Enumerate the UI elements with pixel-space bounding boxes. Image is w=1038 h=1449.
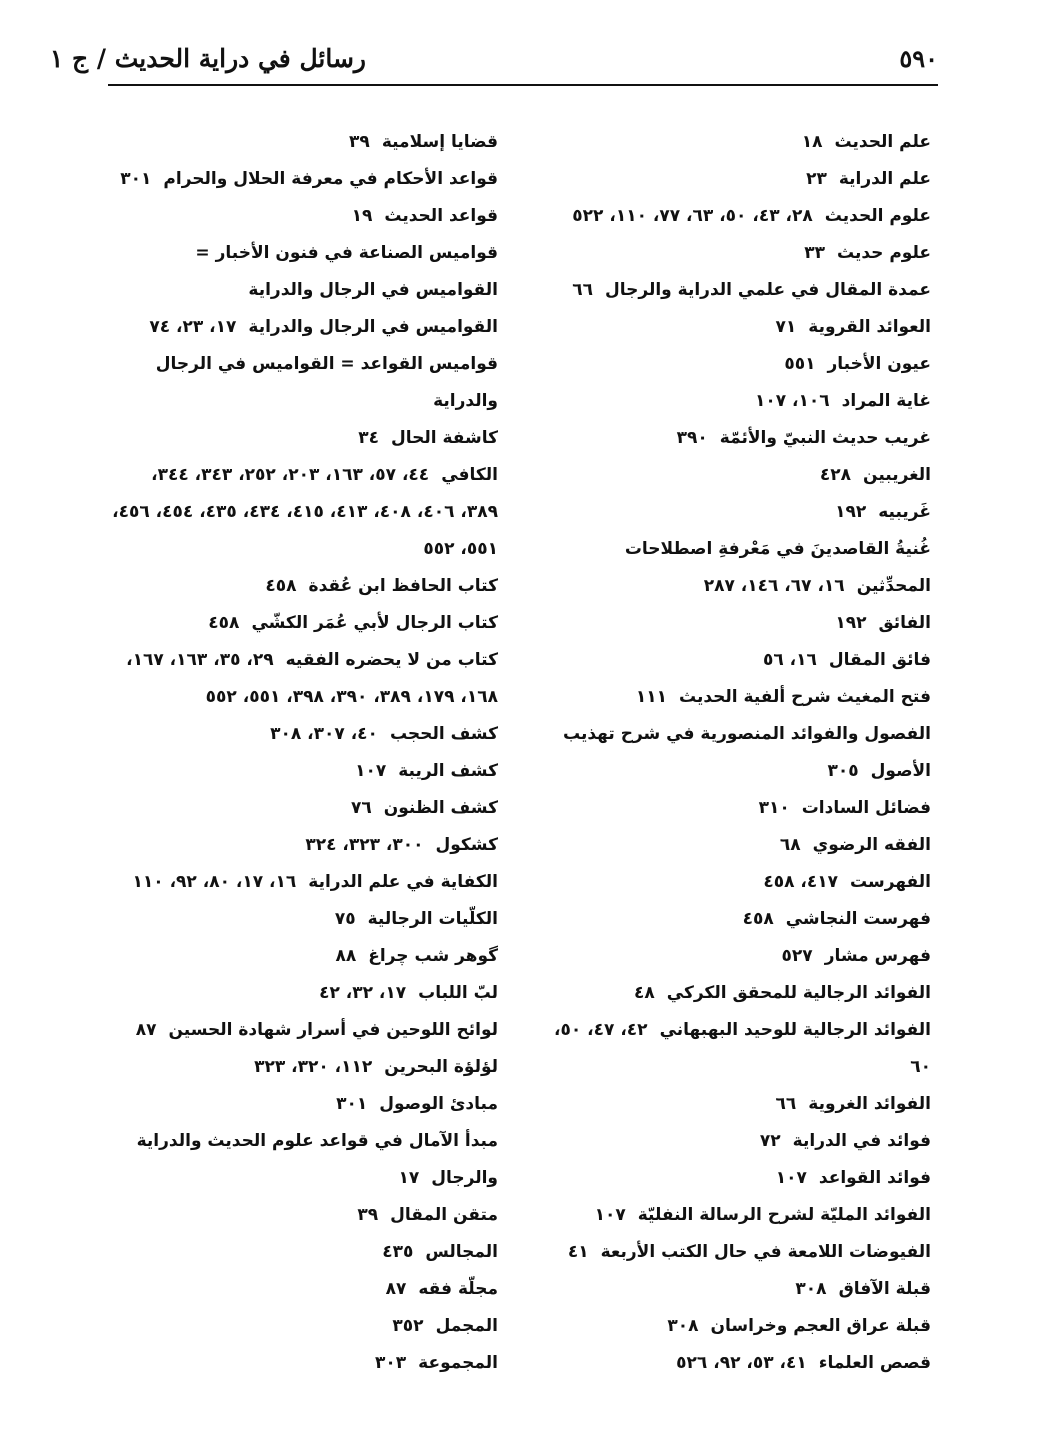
index-entry [108,568,498,605]
entry-title: كتاب الحافظ ابن عُقدة [308,576,498,596]
entry-pages: ١٠٧ [355,761,387,781]
index-entry [541,309,931,346]
index-entry [541,272,931,309]
entry-title: كتاب من لا يحضره الفقيه [285,650,498,670]
entry-title: الفوائد الرجالية للوحيد البهبهاني [659,1020,931,1040]
entry-title: الغريبين [863,465,931,485]
entry-title: غُنيةُ القاصدينَ في مَعْرفةِ اصطلاحات المحدِّثين [624,539,931,596]
index-entry [541,198,931,235]
index-entry [108,790,498,827]
entry-title: فوائد القواعد [818,1168,931,1188]
entry-pages: ٣١٠ [758,798,790,818]
entry-title: كتاب الرجال لأبي عُمَر الكشّي [251,613,498,633]
entry-pages: ٦٨ [779,835,801,855]
entry-pages: ٣٣ [804,243,825,263]
entry-title: الكافي [441,465,498,485]
index-entry [541,938,931,975]
index-entry [541,457,931,494]
entry-title: قواميس القواعد = القواميس في الرجال والدراية [155,354,498,411]
entry-title: قواميس الصناعة في فنون الأخبار = القواميس في الرجال والدراية [195,243,498,300]
index-entry [108,161,498,198]
entry-pages: ٤٤، ٥٧، ١٦٣، ٢٠٣، ٢٥٢، ٣٤٣، ٣٤٤، ٣٨٩، ٤٠٦، ٤٠٨، ٤١٣، ٤١٥، ٤٣٤، ٤٣٥، ٤٥٤، ٤٥٦، ٥٥١، ٥٥٢ [112,465,498,559]
entry-pages: ٤٢، ٤٧، ٥٠، ٦٠ [554,1020,931,1077]
entry-title: لبّ اللباب [418,983,498,1003]
index-entry [108,235,498,309]
entry-pages: ٣٠١ [336,1094,368,1114]
entry-pages: ٧١ [775,317,797,337]
entry-title: عمدة المقال في علمي الدراية والرجال [605,280,931,300]
entry-title: لوائح اللوحين في أسرار شهادة الحسين [168,1020,498,1040]
entry-title: الفوائد الرجالية للمحقق الكركي [666,983,931,1003]
entry-pages: ٣٤ [358,428,379,448]
entry-pages: ٣٠٣ [375,1353,407,1373]
entry-title: قصص العلماء [818,1353,931,1373]
entry-pages: ٤٥٨ [265,576,297,596]
entry-pages: ١٩٢ [835,613,867,633]
index-entry [108,420,498,457]
entry-pages: ١١٢، ٣٢٠، ٣٢٣ [254,1057,373,1077]
entry-pages: ٤١٧، ٤٥٨ [763,872,839,892]
entry-title: كشف الحجب [389,724,498,744]
entry-title: المجمل [435,1316,498,1336]
entry-title: مبدأ الآمال في قواعد علوم الحديث والدراية والرجال [136,1131,498,1188]
entry-title: قضايا إسلامية [381,132,498,152]
index-entry [108,1197,498,1234]
index-entry [541,605,931,642]
page-number: ٥٩٠ [899,44,938,73]
entry-title: الكفاية في علم الدراية [308,872,498,892]
index-entry [108,1234,498,1271]
entry-pages: ١٩ [351,206,373,226]
entry-title: غاية المراد [841,391,931,411]
index-entry [108,642,498,716]
entry-pages: ٤٥٨ [208,613,240,633]
index-entry [108,975,498,1012]
index-column-left [108,124,498,1382]
entry-pages: ١٦، ٦٧، ١٤٦، ٢٨٧ [703,576,845,596]
entry-title: مجلّة فقه [418,1279,498,1299]
entry-title: قواعد الأحكام في معرفة الحلال والحرام [163,169,498,189]
entry-pages: ٢٩، ٣٥، ١٦٣، ١٦٧، ١٦٨، ١٧٩، ٣٨٩، ٣٩٠، ٣٩٨، ٥٥١، ٥٥٢ [126,650,498,707]
entry-pages: ٤١، ٥٣، ٩٢، ٥٢٦ [676,1353,807,1373]
entry-title: غَريبيه [878,502,931,522]
index-entry [541,975,931,1012]
entry-pages: ٨٨ [335,946,357,966]
index-entry [541,1345,931,1382]
index-entry [108,198,498,235]
index-entry [541,827,931,864]
entry-pages: ٨٧ [135,1020,157,1040]
entry-pages: ٦٦ [572,280,593,300]
entry-pages: ٤٠، ٣٠٧، ٣٠٨ [270,724,378,744]
entry-pages: ٤٨ [634,983,655,1003]
entry-pages: ٣٠٨ [795,1279,827,1299]
index-entry [108,1086,498,1123]
entry-title: فتح المغيث شرح ألفية الحديث [678,687,931,707]
index-entry [108,1012,498,1049]
entry-title: علوم حديث [836,243,931,263]
page-header [49,36,938,86]
index-entry [108,827,498,864]
index-entry [541,1234,931,1271]
index-entry [108,716,498,753]
index-entry [108,346,498,420]
index-entry [108,1049,498,1086]
index-column-right [541,124,931,1382]
entry-pages: ٦٦ [775,1094,797,1114]
index-entry [541,642,931,679]
entry-pages: ٥٢٧ [781,946,813,966]
index-entry [108,901,498,938]
entry-pages: ٨٧ [385,1279,407,1299]
index-entry [541,531,931,605]
index-entry [108,1308,498,1345]
index-entry [541,1086,931,1123]
entry-title: علم الدراية [838,169,931,189]
entry-title: فهرس مشار [824,946,931,966]
entry-title: العوائد القروية [808,317,931,337]
entry-pages: ٢٨، ٤٣، ٥٠، ٦٣، ٧٧، ١١٠، ٥٢٢ [572,206,813,226]
entry-title: القواميس في الرجال والدراية [248,317,498,337]
index-entry [541,1160,931,1197]
entry-pages: ١٧ [398,1168,420,1188]
entry-pages: ١٧، ٣٢، ٤٢ [319,983,407,1003]
index-entry [541,1308,931,1345]
entry-title: الفقه الرضوي [812,835,931,855]
entry-title: غريب حديث النبيّ والأئمّة [719,428,931,448]
entry-pages: ٣٠٥ [827,761,859,781]
entry-title: كشف الظنون [383,798,498,818]
entry-title: الفائق [878,613,931,633]
entry-pages: ١٧، ٢٣، ٧٤ [149,317,237,337]
entry-pages: ٥٥١ [784,354,816,374]
entry-pages: ٤١ [567,1242,589,1262]
index-entry [541,235,931,272]
index-entry [541,864,931,901]
entry-pages: ١٦، ٥٦ [762,650,817,670]
entry-title: قبلة الآفاق [838,1279,931,1299]
index-entry [108,309,498,346]
entry-title: قواعد الحديث [384,206,498,226]
entry-pages: ٧٦ [351,798,372,818]
entry-pages: ١٨ [801,132,823,152]
entry-pages: ٤٣٥ [382,1242,414,1262]
index-entry [541,716,931,790]
entry-title: كاشفة الحال [390,428,498,448]
index-entry [541,420,931,457]
entry-pages: ١٠٧ [775,1168,807,1188]
index-entry [541,161,931,198]
index-entry [108,864,498,901]
index-entry [108,938,498,975]
entry-title: الفوائد الغروية [808,1094,931,1114]
entry-title: گوهر شب چراغ [368,946,498,966]
entry-title: المجالس [425,1242,498,1262]
index-entry [108,124,498,161]
entry-title: المجموعة [418,1353,498,1373]
entry-pages: ٣٠٨ [667,1316,699,1336]
entry-title: الفهرست [850,872,931,892]
entry-pages: ١٩٢ [835,502,867,522]
entry-pages: ٤٢٨ [819,465,852,485]
index-entry [541,346,931,383]
entry-title: فهرست النجاشي [785,909,931,929]
entry-title: الفوائد المليّة لشرح الرسالة النفليّة [637,1205,931,1225]
entry-title: كشكول [435,835,498,855]
index-entry [541,901,931,938]
index-entry [541,679,931,716]
index-entry [108,605,498,642]
index-entry [541,124,931,161]
index-entry [541,1271,931,1308]
entry-pages: ٧٥ [334,909,356,929]
index-entry [541,1123,931,1160]
index-entry [108,1345,498,1382]
entry-title: عيون الأخبار [827,354,931,374]
index-entry [108,753,498,790]
entry-pages: ٣٠٠، ٣٢٣، ٣٢٤ [305,835,424,855]
entry-title: علوم الحديث [824,206,931,226]
entry-title: لؤلؤة البحرين [384,1057,498,1077]
entry-title: متقن المقال [390,1205,498,1225]
index-entry [108,457,498,568]
entry-title: الفصول والفوائد المنصورية في شرح تهذيب الأصول [562,724,931,781]
index-entry [541,494,931,531]
index-entry [108,1123,498,1197]
entry-title: كشف الريبة [398,761,498,781]
entry-pages: ٣٩ [349,132,370,152]
entry-pages: ٣٥٢ [392,1316,424,1336]
index-entry [541,790,931,827]
running-title: رسائل في دراية الحديث / ج ١ [49,44,366,73]
entry-title: قبلة عراق العجم وخراسان [710,1316,931,1336]
entry-pages: ٤٥٨ [742,909,774,929]
index-entry [541,1012,931,1086]
entry-title: علم الحديث [834,132,931,152]
index-entry [541,383,931,420]
entry-title: مبادئ الوصول [379,1094,498,1114]
entry-pages: ٣٩٠ [676,428,708,448]
entry-pages: ٣٩ [357,1205,379,1225]
entry-pages: ١٠٦، ١٠٧ [754,391,830,411]
entry-title: فائق المقال [828,650,931,670]
entry-pages: ٣٠١ [120,169,152,189]
entry-title: فوائد في الدراية [792,1131,931,1151]
index-entry [108,1271,498,1308]
entry-title: الكلّيات الرجالية [367,909,498,929]
entry-pages: ١٠٧ [594,1205,626,1225]
entry-title: الفيوضات اللامعة في حال الكتب الأربعة [600,1242,931,1262]
entry-pages: ١٦، ١٧، ٨٠، ٩٢، ١١٠ [132,872,297,892]
index-entry [541,1197,931,1234]
entry-pages: ٧٢ [759,1131,781,1151]
entry-pages: ٢٣ [806,169,827,189]
entry-title: فضائل السادات [801,798,931,818]
entry-pages: ١١١ [635,687,667,707]
